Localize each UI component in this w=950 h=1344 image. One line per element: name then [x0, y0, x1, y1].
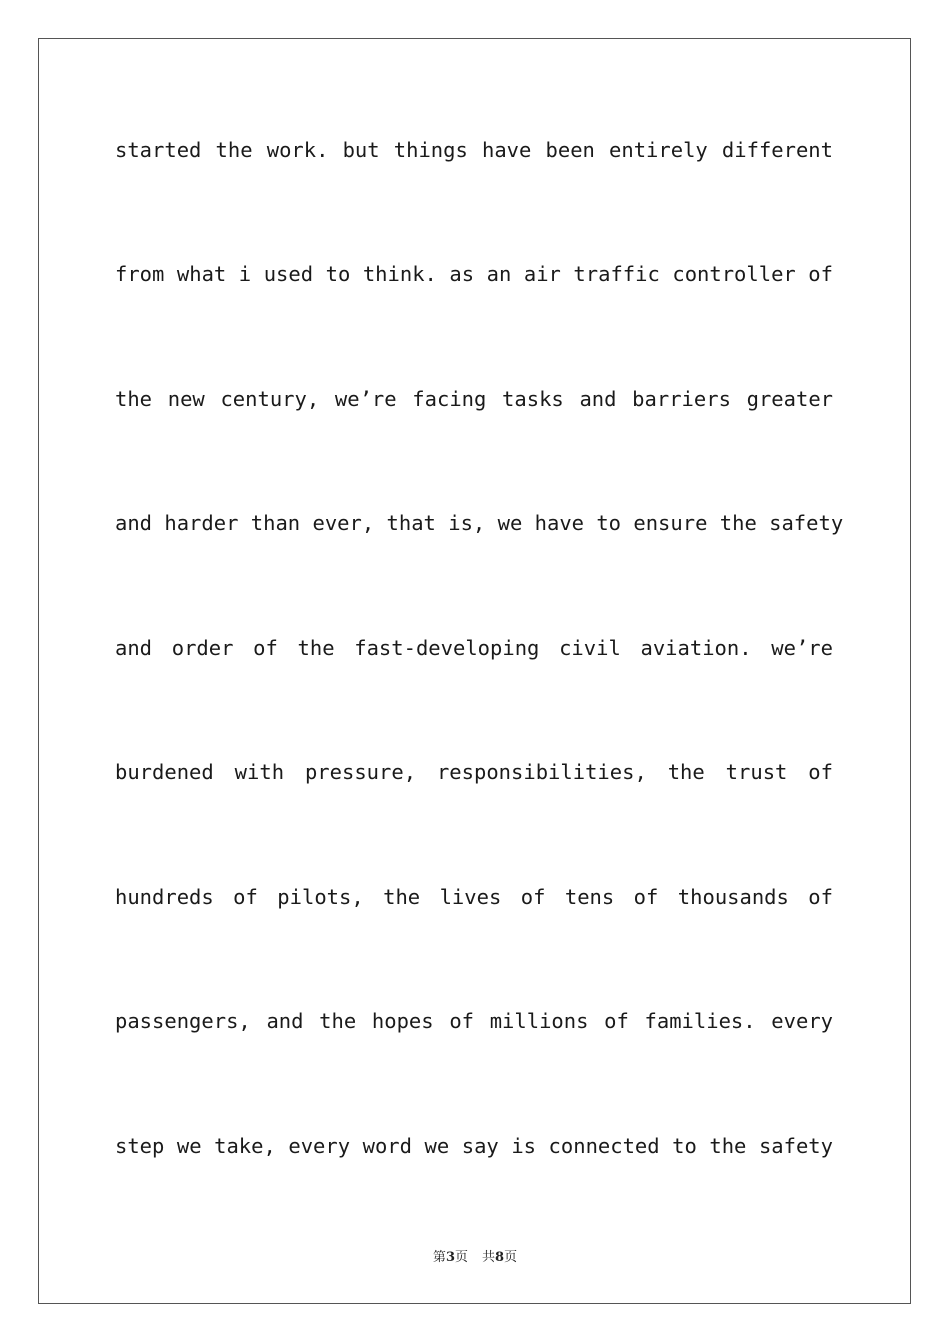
- text-line: started the work. but things have been entirely different: [115, 138, 833, 162]
- text-line: hundreds of pilots, the lives of tens of thousands of: [115, 885, 833, 909]
- text-line: and order of the fast-developing civil aviation. we’re: [115, 636, 833, 660]
- page-prefix: 第: [432, 1250, 446, 1265]
- text-line: from what i used to think. as an air traffic controller of: [115, 262, 833, 286]
- total-prefix: 共: [482, 1250, 496, 1265]
- text-line: burdened with pressure, responsibilities, the trust of: [115, 760, 833, 784]
- text-line: and harder than ever, that is, we have to ensure the safety: [115, 511, 844, 535]
- page-footer: [0, 1246, 950, 1265]
- total-suffix: 页: [504, 1250, 518, 1265]
- text-line: step we take, every word we say is connected to the safety: [115, 1134, 833, 1158]
- text-line: the new century, we’re facing tasks and barriers greater: [115, 387, 833, 411]
- total-pages: 8: [495, 1250, 505, 1265]
- page-suffix: 页: [454, 1250, 468, 1265]
- page-border: [38, 38, 911, 1304]
- text-line: passengers, and the hopes of millions of families. every: [115, 1009, 833, 1033]
- page-number: 3: [445, 1250, 455, 1265]
